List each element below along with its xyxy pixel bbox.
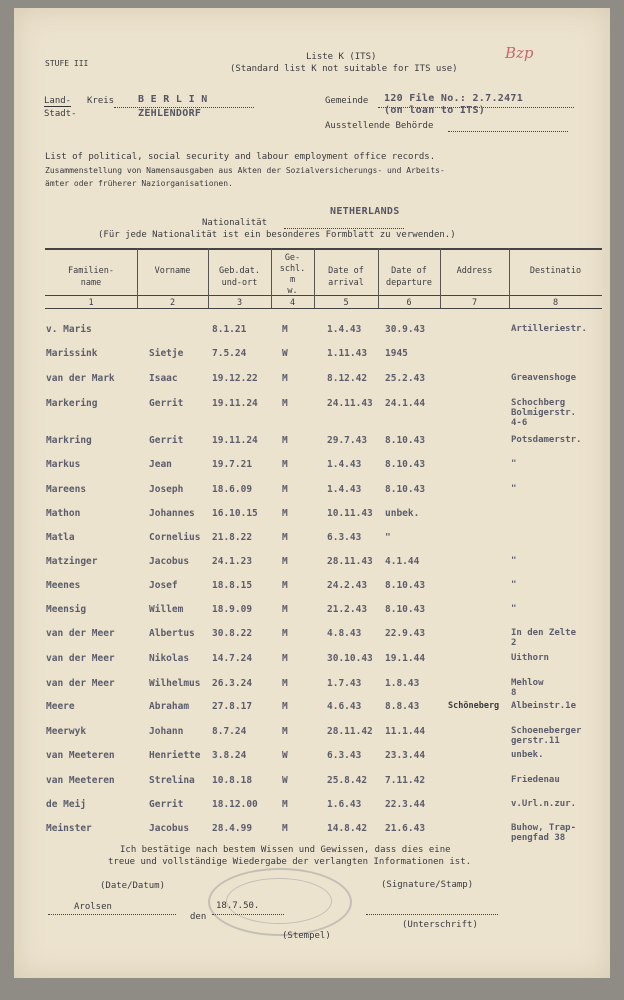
table-row (14, 556, 610, 576)
cell-name: van Meeteren (46, 750, 115, 761)
cell-dest: Potsdamerstr. (511, 435, 582, 445)
table-row (14, 775, 610, 795)
kreis-label: Kreis (87, 96, 115, 106)
cell-dep: 8.8.43 (385, 701, 420, 712)
nationality-note: (Für jede Nationalität ist ein besonderes Formblatt zu verwenden.) (98, 230, 456, 240)
cell-dep: 30.9.43 (385, 324, 426, 335)
intro-line-1: List of political, social security and labour employment office records. (45, 152, 436, 162)
cell-arr: 1.4.43 (327, 484, 362, 495)
cell-dob: 19.12.22 (212, 373, 258, 384)
cell-first: Willem (149, 604, 184, 615)
behoerde-dots (448, 121, 568, 132)
signature-label: (Signature/Stamp) (381, 880, 474, 890)
column-number: 8 (552, 298, 559, 308)
cell-arr: 8.12.42 (327, 373, 368, 384)
cell-name: van der Mark (46, 373, 115, 384)
nationality-label: Nationalität (202, 218, 268, 228)
cell-name: Meinster (46, 823, 92, 834)
list-subtitle: (Standard list K not suitable for ITS use) (230, 64, 458, 74)
cell-dep: 23.3.44 (385, 750, 426, 761)
cell-dob: 28.4.99 (212, 823, 253, 834)
gemeinde-value-2: (on loan to ITS) (384, 105, 486, 116)
signature-dots (366, 906, 498, 915)
cell-dep: 8.10.43 (385, 580, 426, 591)
cell-name: Mareens (46, 484, 87, 495)
cell-dob: 18.8.15 (212, 580, 253, 591)
cell-dep: 8.10.43 (385, 604, 426, 615)
cell-dep: 8.10.43 (385, 459, 426, 470)
table-row (14, 750, 610, 770)
place-value: Arolsen (74, 902, 112, 912)
list-title: Liste K (ITS) (306, 52, 377, 62)
cell-dest: " (511, 484, 517, 494)
cell-dest: " (511, 604, 517, 614)
cell-sex: M (282, 628, 288, 639)
table-row (14, 373, 610, 393)
cell-sex: M (282, 823, 288, 834)
cell-name: Markus (46, 459, 81, 470)
cell-dob: 18.12.00 (212, 799, 258, 810)
cell-sex: M (282, 532, 288, 543)
cell-dep: 24.1.44 (385, 398, 426, 409)
cell-dest: " (511, 580, 517, 590)
table-row (14, 398, 610, 428)
cell-dep: 19.1.44 (385, 653, 426, 664)
cell-name: Markering (46, 398, 98, 409)
cell-first: Albertus (149, 628, 195, 639)
cell-sex: M (282, 653, 288, 664)
column-header: Familien- name (67, 266, 115, 288)
cell-dep: 22.9.43 (385, 628, 426, 639)
cell-arr: 28.11.43 (327, 556, 373, 567)
cell-dest: In den Zelte 2 (511, 628, 577, 648)
cell-sex: M (282, 373, 288, 384)
cell-arr: 1.6.43 (327, 799, 362, 810)
cell-arr: 24.2.43 (327, 580, 368, 591)
cell-name: van der Meer (46, 653, 115, 664)
cell-first: Abraham (149, 701, 190, 712)
cell-dest: Schoeneberger gerstr.11 (511, 726, 582, 746)
cell-dep: 1.8.43 (385, 678, 420, 689)
cell-arr: 21.2.43 (327, 604, 368, 615)
table-row (14, 435, 610, 455)
cell-sex: M (282, 324, 288, 335)
cell-dep: 4.1.44 (385, 556, 420, 567)
column-number: 6 (406, 298, 412, 308)
table-row (14, 508, 610, 528)
cell-dep: 1945 (385, 348, 408, 359)
table-row (14, 726, 610, 746)
cell-dob: 21.8.22 (212, 532, 253, 543)
cell-name: Matzinger (46, 556, 98, 567)
cell-name: van der Meer (46, 628, 115, 639)
table-row (14, 604, 610, 624)
certification-line-2: treue und vollständige Wiedergabe der verlangten Informationen ist. (108, 857, 472, 867)
stufe-label: STUFE III (45, 59, 89, 68)
unterschrift-label: (Unterschrift) (402, 920, 478, 930)
cell-sex: M (282, 459, 288, 470)
cell-arr: 29.7.43 (327, 435, 368, 446)
date-value: 18.7.50. (216, 901, 260, 911)
cell-sex: M (282, 799, 288, 810)
cell-dest: Friedenau (511, 775, 560, 785)
place-dots (48, 906, 176, 915)
cell-first: Gerrit (149, 799, 184, 810)
table-top-rule (45, 248, 602, 250)
cell-sex: M (282, 508, 288, 519)
kreis-value: B E R L I N (138, 94, 208, 105)
cell-first: Strelina (149, 775, 195, 786)
cell-dob: 16.10.15 (212, 508, 258, 519)
cell-arr: 4.8.43 (327, 628, 362, 639)
land-label: Land- (44, 96, 72, 106)
date-label: (Date/Datum) (100, 881, 166, 891)
cell-dob: 19.11.24 (212, 435, 258, 446)
cell-first: Josef (149, 580, 178, 591)
cell-name: Meerwyk (46, 726, 87, 737)
cell-dob: 14.7.24 (212, 653, 253, 664)
cell-arr: 6.3.43 (327, 532, 362, 543)
cell-name: van der Meer (46, 678, 115, 689)
cell-dob: 8.7.24 (212, 726, 247, 737)
cell-dest: Greavenshoge (511, 373, 577, 383)
cell-sex: W (282, 775, 288, 786)
cell-dep: 25.2.43 (385, 373, 426, 384)
cell-arr: 1.4.43 (327, 324, 362, 335)
cell-sex: M (282, 398, 288, 409)
cell-arr: 14.8.42 (327, 823, 368, 834)
column-header: Ge- schl. m w. (279, 253, 306, 296)
cell-arr: 1.11.43 (327, 348, 368, 359)
cell-sex: M (282, 604, 288, 615)
cell-first: Wilhelmus (149, 678, 201, 689)
cell-dep: " (385, 532, 391, 543)
cell-name: Markring (46, 435, 92, 446)
column-header: Geb.dat. und-ort (219, 266, 260, 288)
cell-dest: v.Url.n.zur. (511, 799, 577, 809)
table-row (14, 459, 610, 479)
gemeinde-label: Gemeinde (325, 96, 369, 106)
cell-name: de Meij (46, 799, 87, 810)
stadt-value: ZEHLENDORF (138, 108, 202, 119)
cell-name: Meensig (46, 604, 87, 615)
nationality-value: NETHERLANDS (330, 206, 400, 217)
table-row (14, 823, 610, 843)
cell-first: Johann (149, 726, 184, 737)
cell-addr: Schöneberg (448, 701, 500, 711)
cell-first: Jacobus (149, 823, 190, 834)
column-header: Vorname (154, 266, 191, 276)
cell-dep: 22.3.44 (385, 799, 426, 810)
column-header: Address (456, 266, 493, 276)
den-label: den (190, 912, 207, 922)
cell-dest: Schochberg Bolmigerstr. 4-6 (511, 398, 577, 428)
cell-sex: W (282, 750, 288, 761)
cell-first: Joseph (149, 484, 184, 495)
cell-dob: 10.8.18 (212, 775, 253, 786)
cell-dep: 7.11.42 (385, 775, 426, 786)
cell-first: Henriette (149, 750, 201, 761)
cell-arr: 1.7.43 (327, 678, 362, 689)
cell-sex: M (282, 726, 288, 737)
cell-dest: " (511, 459, 517, 469)
cell-first: Nikolas (149, 653, 190, 664)
certification-line-1: Ich bestätige nach bestem Wissen und Gewissen, dass dies eine (120, 845, 451, 855)
table-row (14, 653, 610, 673)
column-number: 7 (471, 298, 478, 308)
handwritten-mark: Bzp (505, 44, 534, 62)
intro-line-2: Zusammenstellung von Namensausgaben aus Akten der Sozialversicherungs- und Arbeits- (45, 166, 445, 175)
cell-dep: 11.1.44 (385, 726, 426, 737)
cell-first: Gerrit (149, 398, 184, 409)
cell-dob: 24.1.23 (212, 556, 253, 567)
column-header: Date of departure (385, 266, 433, 288)
cell-first: Cornelius (149, 532, 201, 543)
cell-sex: W (282, 348, 288, 359)
cell-dob: 19.7.21 (212, 459, 253, 470)
cell-sex: M (282, 580, 288, 591)
cell-dob: 30.8.22 (212, 628, 253, 639)
document-page (14, 8, 610, 978)
cell-dest: Mehlow 8 (511, 678, 544, 698)
cell-sex: M (282, 678, 288, 689)
cell-dob: 3.8.24 (212, 750, 247, 761)
intro-line-3: ämter oder früherer Naziorganisationen. (45, 179, 233, 188)
cell-first: Jean (149, 459, 172, 470)
table-row (14, 324, 610, 344)
column-header: Date of arrival (328, 266, 364, 288)
column-header: Destinatio (529, 266, 582, 276)
table-row (14, 580, 610, 600)
cell-dest: " (511, 556, 517, 566)
stadt-label: Stadt- (44, 109, 77, 119)
cell-name: v. Maris (46, 324, 92, 335)
cell-name: Matla (46, 532, 75, 543)
cell-dest: Artilleriestr. (511, 324, 587, 334)
cell-dest: Uithorn (511, 653, 549, 663)
cell-arr: 24.11.43 (327, 398, 373, 409)
cell-dob: 27.8.17 (212, 701, 253, 712)
cell-dep: 21.6.43 (385, 823, 426, 834)
gemeinde-value: 120 File No.: 2.7.2471 (384, 93, 524, 104)
table-row (14, 348, 610, 368)
column-number: 4 (289, 298, 296, 308)
cell-dob: 18.9.09 (212, 604, 253, 615)
cell-dep: 8.10.43 (385, 484, 426, 495)
cell-first: Sietje (149, 348, 184, 359)
cell-sex: M (282, 435, 288, 446)
cell-first: Isaac (149, 373, 178, 384)
table-row (14, 799, 610, 819)
cell-first: Gerrit (149, 435, 184, 446)
table-row (14, 532, 610, 552)
cell-arr: 4.6.43 (327, 701, 362, 712)
cell-arr: 28.11.42 (327, 726, 373, 737)
cell-name: Meere (46, 701, 75, 712)
cell-arr: 6.3.43 (327, 750, 362, 761)
table-row (14, 678, 610, 698)
cell-arr: 30.10.43 (327, 653, 373, 664)
behoerde-label: Ausstellende Behörde (325, 121, 434, 131)
column-number: 5 (343, 298, 349, 308)
cell-arr: 10.11.43 (327, 508, 373, 519)
cell-sex: M (282, 484, 288, 495)
cell-dep: 8.10.43 (385, 435, 426, 446)
nationality-dots (284, 218, 404, 229)
table-row (14, 484, 610, 504)
cell-name: van Meeteren (46, 775, 115, 786)
cell-dob: 18.6.09 (212, 484, 253, 495)
cell-dob: 8.1.21 (212, 324, 247, 335)
cell-dob: 7.5.24 (212, 348, 247, 359)
table-row (14, 701, 610, 721)
cell-name: Marissink (46, 348, 98, 359)
cell-sex: M (282, 701, 288, 712)
cell-first: Johannes (149, 508, 195, 519)
cell-dob: 19.11.24 (212, 398, 258, 409)
column-number: 2 (169, 298, 176, 308)
cell-name: Mathon (46, 508, 81, 519)
cell-name: Meenes (46, 580, 81, 591)
cell-dest: Albeinstr.1e (511, 701, 577, 711)
table-row (14, 628, 610, 648)
stempel-label: (Stempel) (282, 931, 331, 941)
date-dots (212, 906, 284, 915)
table-header-rule (45, 295, 602, 296)
cell-sex: M (282, 556, 288, 567)
cell-arr: 25.8.42 (327, 775, 368, 786)
cell-first: Jacobus (149, 556, 190, 567)
column-number: 3 (236, 298, 243, 308)
cell-dest: unbek. (511, 750, 544, 760)
cell-dep: unbek. (385, 508, 420, 519)
cell-dest: Buhow, Trap- pengfad 38 (511, 823, 577, 843)
cell-arr: 1.4.43 (327, 459, 362, 470)
column-number: 1 (88, 298, 94, 308)
cell-dob: 26.3.24 (212, 678, 253, 689)
